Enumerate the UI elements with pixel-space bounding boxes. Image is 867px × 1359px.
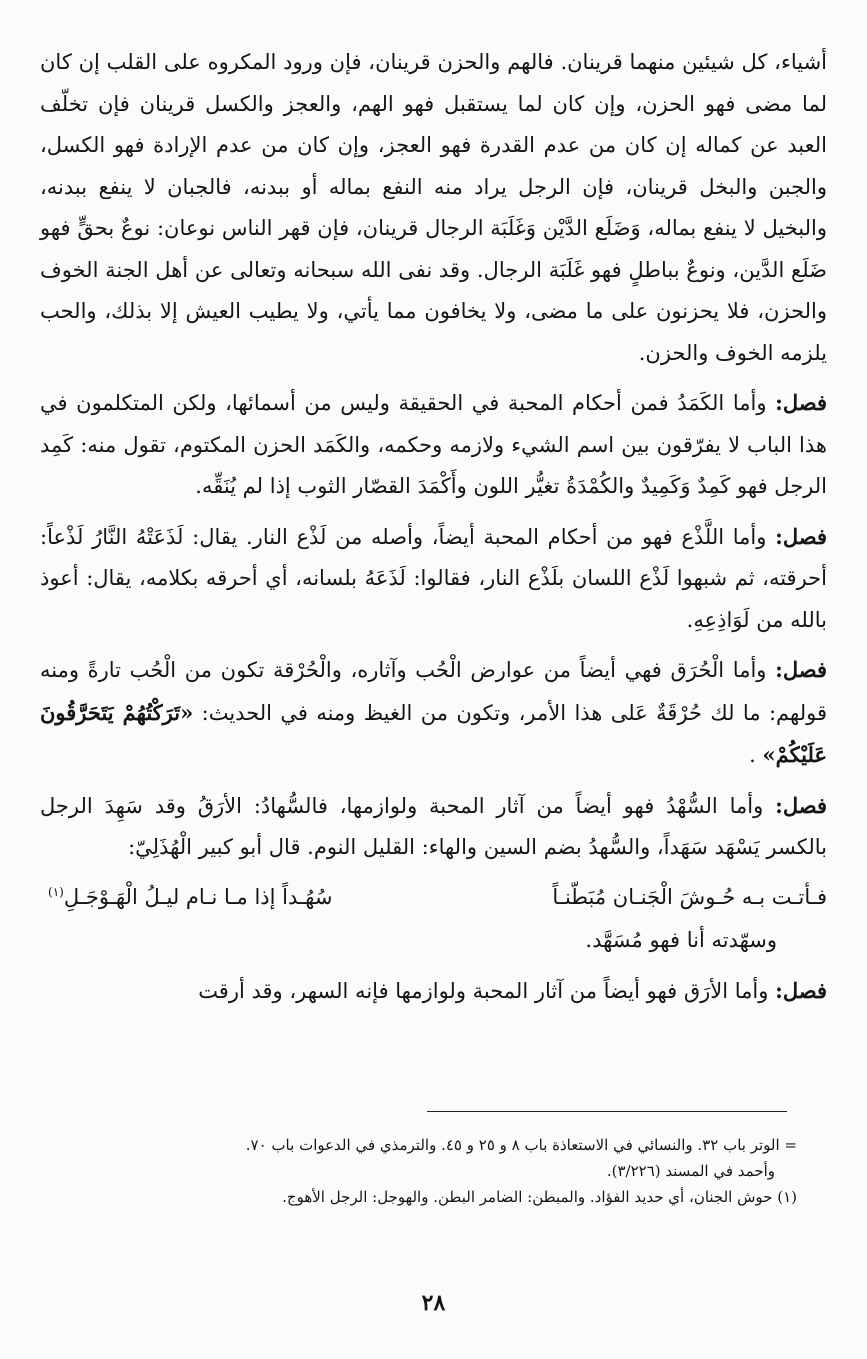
- footnote-1: (١) حوش الجنان، أي حديد الفؤاد. والمبطن: الضامر البطن. والهوجل: الرجل الأهوج.: [282, 1188, 797, 1206]
- poem-hemistich-left-text: سُهُـداً إذا مـا نـام ليـلُ الْهَـوْجَـلِ: [63, 884, 333, 909]
- footnote-divider: [427, 1111, 787, 1112]
- paragraph-kamad: [40, 382, 827, 508]
- poem-hemistich-right: فـأتـت بـه حُـوشَ الْجَنـان مُبَطّنـاً: [552, 884, 827, 909]
- footnote-continuation-line: = الوتر باب ٣٢. والنسائي في الاستعاذة باب ٨ و ٢٥ و ٤٥. والترمذي في الدعوات باب ٧٠.: [245, 1136, 797, 1154]
- section-label: فصل:: [775, 657, 827, 682]
- paragraph-end: .: [749, 743, 756, 767]
- footnotes: [40, 1132, 797, 1210]
- paragraph-text: وأما السُّهْدُ فهو أيضاً من آثار المحبة ولوازمها، فالسُّهادُ: الأرَقُ وقد سَهِدَ الرجل بالكسر يَسْهَد سَهَداً، والسُّهدُ بضم السين والهاء: القليل النوم. قال أبو كبير الْهُذَلِيّ:: [40, 793, 827, 859]
- poem-hemistich-left: [48, 877, 332, 919]
- hadith-quote: «تَرَكْتُهُمْ يَتَحَرَّقُونَ عَلَيْكُمْ»: [40, 699, 827, 767]
- paragraph-suhd: [40, 785, 827, 869]
- paragraph-huraq: [40, 649, 827, 777]
- section-label: فصل:: [775, 792, 827, 818]
- paragraph-text: وأما الْحُرَق فهي أيضاً من عوارض الْحُب وآثاره، والْحُرْقة تكون من الْحُب تارةً ومنه قولهم: ما لك حُرْقَةٌ عَلى هذا الأمر، وتكون من الغيظ ومنه في الحديث:: [40, 658, 827, 725]
- paragraph-text: وأما اللَّذْع فهو من أحكام المحبة أيضاً، وأصله من لَذْع النار. يقال: لَذَعَتْهُ النَّارُ لَذْعاً: أحرقته، ثم شبهوا لَذْع اللسان بلَذْع النار، فقالوا: لَذَعَهُ بلسانه، أي أحرقه بكلامه، يقال: أعوذ بالله من لَوَاذِعِهِ.: [40, 524, 827, 632]
- paragraph-1: أشياء، كل شيئين منهما قرينان. فالهم والحزن قرينان، فإن ورود المكروه على القلب إن كان لما مضى فهو الحزن، وإن كان لما يستقبل فهو الهم، والعجز والكسل قرينان فإن تخلّف العبد عن كماله إن كان من عدم القدرة فهو العجز، وإن كان من عدم الإرادة فهو الكسل، والجبن والبخل قرينان، فإن الرجل يراد منه النفع بماله أو ببدنه، فالجبان لا ينفع ببدنه، والبخيل لا ينفع بماله، وَضَلَع الدَّيْن وَغَلَبَة الرجال قرينان، فإن قهر الناس نوعان: نوعٌ بحقٍّ فهو ضَلَع الدَّين، ونوعٌ بباطلٍ فهو غَلَبَة الرجال. وقد نفى الله سبحانه وتعالى عن أهل الجنة الخوف والحزن، فلا يحزنون على ما مضى، ولا يخافون مما يأتي، ولا يطيب العيش إلا بذلك، والحب يلزمه الخوف والحزن.: [40, 50, 828, 365]
- poem-verse: [40, 877, 827, 919]
- footnote-continuation-line: وأحمد في المسند (٣/٢٢٦).: [606, 1162, 775, 1180]
- paragraph-ladh: [40, 516, 827, 642]
- paragraph-araq: [40, 970, 827, 1013]
- section-label: فصل:: [775, 977, 827, 1003]
- section-label: فصل:: [775, 390, 827, 415]
- paragraph-text: وأما الأرَق فهو أيضاً من آثار المحبة ولوازمها فإنه السهر، وقد أرقت: [198, 978, 769, 1003]
- main-text: [40, 42, 827, 1020]
- paragraph-text: وأما الكَمَدُ فمن أحكام المحبة في الحقيقة وليس من أسمائها، ولكن المتكلمون في هذا الباب لا يفرّقون بين اسم الشيء ولازمه وحكمه، والكَمَد الحزن المكتوم، تقول منه: كَمِد الرجل فهو كَمِدٌ وَكَمِيدٌ والكُمْدَةُ تغيُّر اللون وأَكْمَدَ القصّار الثوب إذا لم يُنَقِّه.: [40, 391, 827, 498]
- page-number: ٢٨: [421, 1290, 446, 1316]
- after-poem-line: وسهّدته أنا فهو مُسَهَّد.: [585, 928, 777, 952]
- footnote-ref: (١): [48, 884, 64, 899]
- section-label: فصل:: [775, 523, 827, 549]
